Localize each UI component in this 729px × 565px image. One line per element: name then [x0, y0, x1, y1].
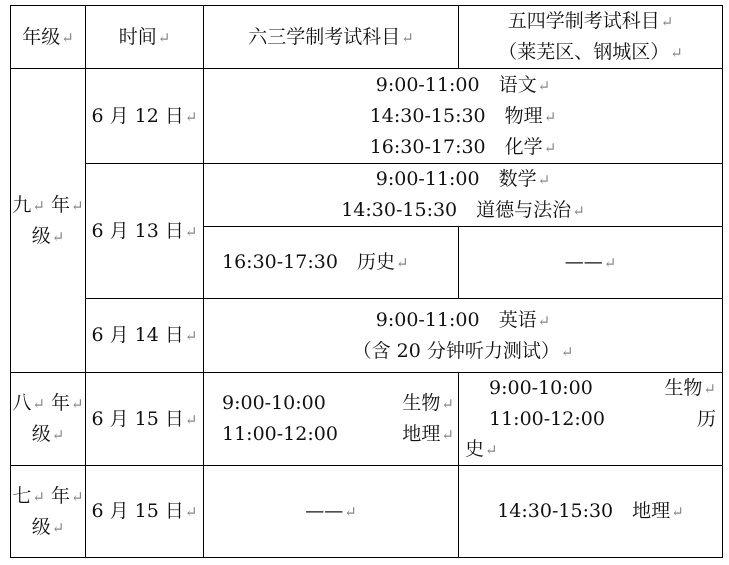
june-13-five-four-none: ——↵: [459, 227, 723, 299]
june-12-subjects: 9:00-11:00 语文↵ 14:30-15:30 物理↵ 16:30-17:30 化学↵: [204, 69, 723, 164]
exam-schedule-table: [10, 5, 723, 558]
grade-8-five-four-subjects: 9:00-10:00 生物↵ 11:00-12:00 历 史↵: [459, 373, 723, 466]
date-june-14: 6 月 14 日↵: [86, 299, 204, 373]
june-14-subjects: 9:00-11:00 英语↵ （含 20 分钟听力测试）↵: [204, 299, 723, 373]
grade-9-cell: 九↵ 年↵ 级↵: [11, 69, 86, 373]
june-13-subjects: 9:00-11:00 数学↵ 14:30-15:30 道德与法治↵: [204, 164, 723, 227]
date-june-15-grade-8: 6 月 15 日↵: [86, 373, 204, 466]
june-13-six-three-history: 16:30-17:30 历史↵: [204, 227, 459, 299]
header-six-three: 六三学制考试科目↵: [204, 6, 459, 69]
header-five-four: 五四学制考试科目↵ （莱芜区、钢城区）↵: [459, 6, 723, 69]
header-grade: 年级↵: [11, 6, 86, 69]
row-june-13-shared: [11, 164, 723, 227]
row-grade-8: [11, 373, 723, 466]
exam-schedule-document: [10, 5, 723, 558]
grade-7-six-three-none: ——↵: [204, 466, 459, 558]
date-june-12: 6 月 12 日↵: [86, 69, 204, 164]
row-grade-7: [11, 466, 723, 558]
date-june-13: 6 月 13 日↵: [86, 164, 204, 299]
row-june-14: [11, 299, 723, 373]
grade-7-five-four-subjects: 14:30-15:30 地理↵: [459, 466, 723, 558]
grade-8-six-three-subjects: 9:00-10:00 生物↵ 11:00-12:00 地理↵: [204, 373, 459, 466]
date-june-15-grade-7: 6 月 15 日↵: [86, 466, 204, 558]
header-row: [11, 6, 723, 69]
grade-7-cell: 七↵ 年↵ 级↵: [11, 466, 86, 558]
grade-8-cell: 八↵ 年↵ 级↵: [11, 373, 86, 466]
header-time: 时间↵: [86, 6, 204, 69]
row-june-12: [11, 69, 723, 164]
